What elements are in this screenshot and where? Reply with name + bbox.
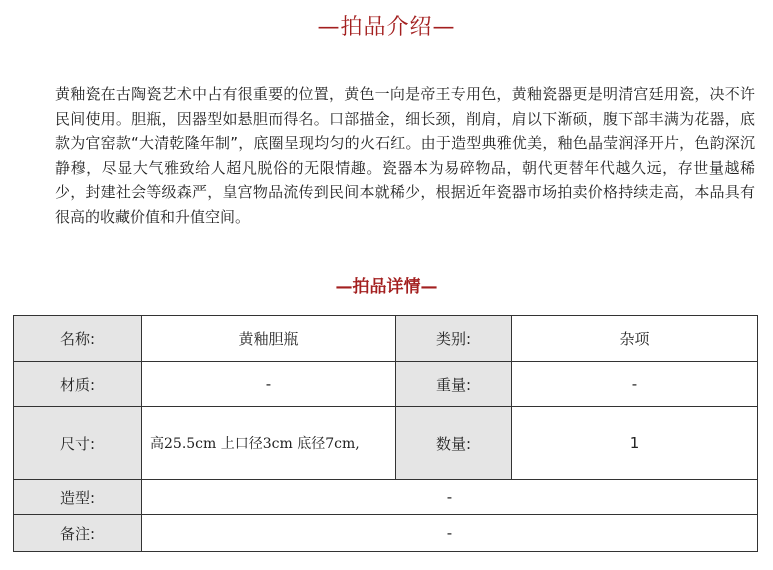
shape-value: - — [142, 480, 758, 515]
quantity-value: 1 — [512, 407, 758, 480]
weight-value: - — [512, 362, 758, 407]
material-value: - — [142, 362, 396, 407]
section-title-intro: —拍品介绍— — [317, 15, 456, 40]
weight-label: 重量: — [396, 362, 512, 407]
size-value: 高25.5cm 上口径3cm 底径7cm, — [142, 407, 396, 480]
category-label: 类别: — [396, 316, 512, 362]
category-value: 杂项 — [512, 316, 758, 362]
name-label: 名称: — [14, 316, 142, 362]
section-title-details: —拍品详情— — [335, 277, 438, 297]
name-value: 黄釉胆瓶 — [142, 316, 396, 362]
details-table — [13, 315, 758, 552]
shape-label: 造型: — [14, 480, 142, 515]
notes-label: 备注: — [14, 515, 142, 552]
table-row — [14, 480, 758, 515]
table-row — [14, 316, 758, 362]
quantity-label: 数量: — [396, 407, 512, 480]
table-row — [14, 407, 758, 480]
table-row — [14, 515, 758, 552]
intro-paragraph: 黄釉瓷在古陶瓷艺术中占有很重要的位置，黄色一向是帝王专用色，黄釉瓷器更是明清宫廷用瓷，决不许民间使用。胆瓶，因器型如悬胆而得名。口部描金，细长颈，削肩，肩以下渐硕，腹下部丰满为花器，底款为官窑款“大清乾隆年制”，底圈呈现均匀的火石红。由于造型典雅优美，釉色晶莹润泽开片，色韵深沉静穆，尽显大气雅致给人超凡脱俗的无限情趣。瓷器本为易碎物品，朝代更替年代越久远，存世量越稀少，封建社会等级森严，皇宫物品流传到民间本就稀少，根据近年瓷器市场拍卖价格持续走高，本品具有很高的收藏价值和升值空间。 — [55, 85, 755, 226]
notes-value: - — [142, 515, 758, 552]
material-label: 材质: — [14, 362, 142, 407]
size-label: 尺寸: — [14, 407, 142, 480]
table-row — [14, 362, 758, 407]
